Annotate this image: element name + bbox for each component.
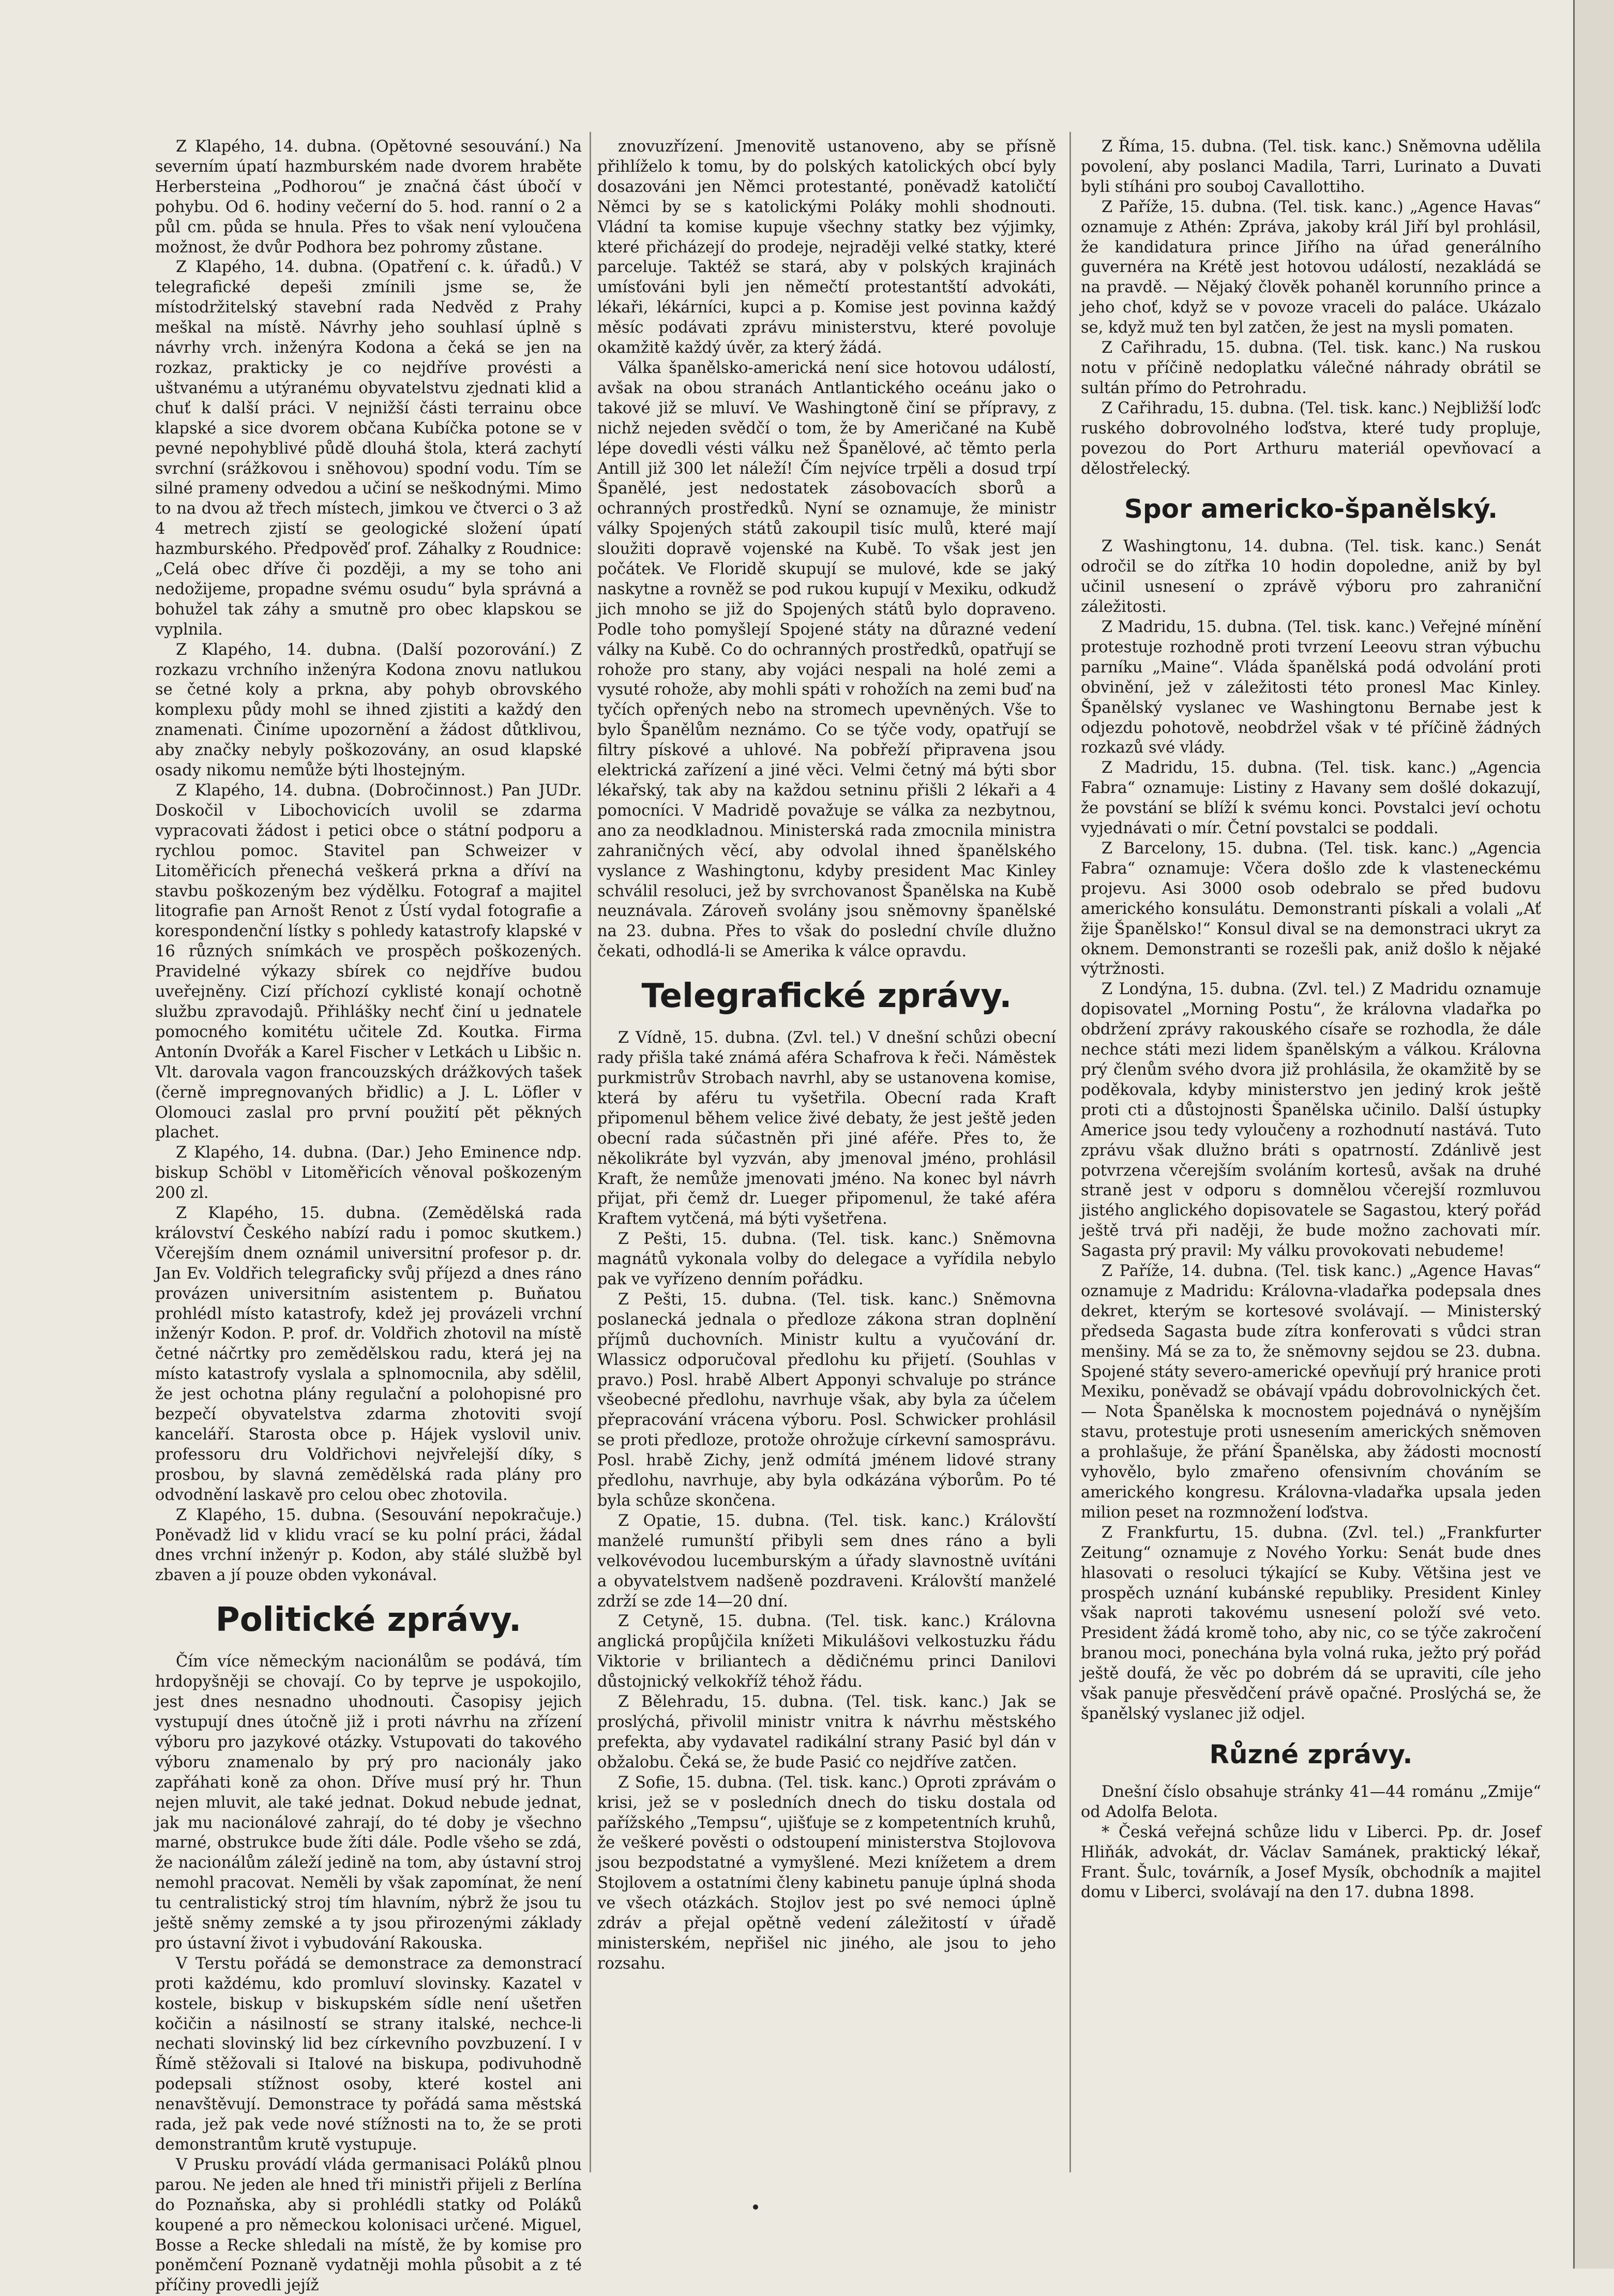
article-paragraph: Z Londýna, 15. dubna. (Zvl. tel.) Z Madridu oznamuje dopisovatel „Morning Postu“, že královna vladařka po obdržení zprávy rakouského císaře se rozhodla, že dále nechce státi mezi lidem španělským a válkou. Královna prý členům svého dvora již prohlásila, že okamžitě by se poděkovala, kdyby ministerstvo jen jediný krok ještě proti cti a důstojnosti Španělska učinilo. Další ústupky Americe jsou tedy vyloučeny a rozhodnutí nastává. Tuto zprávu však dlužno bráti s opatrností. Zdánlivě jest potvrzena včerejším svoláním kortesů, avšak na druhé straně jest v odporu s domnělou včerejší rozmluvou jistého anglického dopisovatele se Sagastou, který pořád ještě trvá při naději, že bude možno zachovati mír. Sagasta prý pravil: My válku provokovati nebudeme!	[1081, 980, 1541, 1260]
section-heading: Různé zprávy.	[1209, 1739, 1413, 1769]
section-heading: Spor americko-španělský.	[1124, 494, 1498, 524]
article-paragraph: Z Barcelony, 15. dubna. (Tel. tisk. kanc.) „Agencia Fabra“ oznamuje: Včera došlo zde k vlasteneckému projevu. Asi 3000 osob odebralo se před budovu amerického konsulátu. Demonstranti pískali a volali „Ať žije Španělsko!“ Konsul dival se na demonstraci ukryt za oknem. Demonstranti se rozešli pak, aniž došlo k nějaké výtržnosti.	[1081, 839, 1541, 979]
article-paragraph: Z Madridu, 15. dubna. (Tel. tisk. kanc.) „Agencia Fabra“ oznamuje: Listiny z Havany sem došlé dokazují, že povstání se blíží k svému konci. Povstalci jeví ochotu vyjednávati o mír. Četní povstalci se poddali.	[1081, 759, 1541, 838]
column-right	[1081, 137, 1541, 2128]
article-paragraph: Z Klapého, 14. dubna. (Opětovné sesouvání.) Na severním úpatí hazmburském nade dvorem hraběte Herbersteina „Podhorou“ je značná část úbočí v pohybu. Od 6. hodiny večerní do 5. hod. ranní o 2 a půl cm. půda se hnula. Přes to však není vyloučena možnost, že dvůr Podhora bez pohromy zůstane.	[155, 138, 582, 257]
article-paragraph: Z Pešti, 15. dubna. (Tel. tisk. kanc.) Sněmovna magnátů vykonala volby do delegace a vyřídila nebylo pak ve vyřízeno denním pořádku.	[597, 1230, 1056, 1289]
article-paragraph: Z Cařihradu, 15. dubna. (Tel. tisk. kanc.) Na ruskou notu v příčině nedoplatku válečné náhrady obrátil se sultán přímo do Petrohradu.	[1081, 339, 1541, 397]
article-paragraph: Z Klapého, 15. dubna. (Sesouvání nepokračuje.) Poněvadž lid v klidu vrací se ku polní práci, žádal dnes vrchní inženýr p. Kodon, aby stálé službě byl zbaven a jí pouze obden vykonával.	[155, 1506, 582, 1585]
article-paragraph: Z Pešti, 15. dubna. (Tel. tisk. kanc.) Sněmovna poslanecká jednala o předloze zákona stran doplnění příjmů duchovních. Ministr kultu a vyučování dr. Wlassicz odporučoval předlohu ku přijetí. (Souhlas v pravo.) Posl. hrabě Albert Apponyi schvaluje po stránce všeobecné předlohu, navrhuje však, aby byla za účelem přepracování vrácena výboru. Posl. Schwicker prohlásil se proti předloze, protože ohrožuje církevní samosprávu. Posl. hrabě Zichy, jenž odmítá jménem lidové strany předlohu, navrhuje, aby byla odkázána výborům. Po té byla schůze skončena.	[597, 1290, 1056, 1510]
article-paragraph: Z Cařihradu, 15. dubna. (Tel. tisk. kanc.) Nejbližší loďc ruského dobrovolného loďstva, které tudy propluje, povezou do Port Arthuru materiál opevňovací a dělostřelecký.	[1081, 399, 1541, 478]
section-heading: Politické zprávy.	[215, 1601, 522, 1640]
article-paragraph: Z Klapého, 14. dubna. (Další pozorování.) Z rozkazu vrchního inženýra Kodona znovu natlukou se četné koly a prkna, aby pohyb obrovského komplexu půdy mohl se ihned zjistiti a každý den znamenati. Činíme upozornění a žádost důtklivou, aby značky nebyly poškozovány, an osud klapské osady nikomu nemůže býti lhostejným.	[155, 640, 582, 780]
article-paragraph: Z Washingtonu, 14. dubna. (Tel. tisk. kanc.) Senát odročil se do zítřka 10 hodin dopoledne, aniž by byl učinil usnesení o zprávě výboru pro zahraniční záležitosti.	[1081, 537, 1541, 617]
article-paragraph: Z Madridu, 15. dubna. (Tel. tisk. kanc.) Veřejné mínění protestuje rozhodně proti tvrzení Leeovu stran výbuchu parníku „Maine“. Vláda španělská podá odvolání proti obvinění, jež v záležitosti této pronesl Mac Kinley. Španělský vyslanec ve Washingtonu Bernabe jest k odjezdu pohotově, neobdržel však v té příčině žádných rozkazů své vlády.	[1081, 618, 1541, 757]
article-paragraph: Čím více německým nacionálům se podává, tím hrdopyšněji se chovají. Co by teprve je uspokojilo, jest dnes nesnadno uhodnouti. Časopisy jejich vystupují dnes útočně již i proti návrhu na zřízení výboru pro jazykové otázky. Vstupovati do takového výboru znamenalo by prý pro nacionály jako zapřáhati koně za ohon. Dříve musí prý hr. Thun nejen mluvit, ale také jednat. Dokud nebude jednat, jak mu nacionálové zahrají, do té doby je všechno marné, obstrukce bude žíti dále. Podle všeho se zdá, že nacionálům záleží jedině na tom, aby ústavní stroj nemohl pracovat. Neměli by však zapomínat, že není tu centralistický stroj tím hlavním, nýbrž že jsou tu ještě sněmy zemské a ty jsou přirozenými základy pro ústavní život i vybudování Rakouska.	[155, 1653, 582, 1953]
column-rule-right	[1069, 132, 1071, 2172]
article-paragraph: Z Frankfurtu, 15. dubna. (Zvl. tel.) „Frankfurter Zeitung“ oznamuje z Nového Yorku: Senát bude dnes hlasovati o resoluci týkající se Kuby. Většina jest ve prospěch uznání kubánské republiky. President Kinley však naproti takovému usnesení položí své veto. President žádá kromě toho, aby nic, co se týče zakročení branou moci, ponechána byla volná ruka, ježto prý pořád ještě doufá, že věc po dobrém dá se upraviti, cíle jeho však panuje přesvědčení právě opačné. Proslýchá se, že španělský vyslanec již odjel.	[1081, 1523, 1541, 1723]
article-paragraph: Z Vídně, 15. dubna. (Zvl. tel.) V dnešní schůzi obecní rady přišla také známá aféra Schafrova k řeči. Náměstek purkmistrův Strobach navrhl, aby se ustanovena komise, která by aféru tu vyšetřila. Obecní rada Kraft připomenul během velice živé debaty, že jest ještě jeden obecní rada súčastněn při jiné aféře. Přes to, že několikráte byl vyzván, aby jmenoval jméno, prohlásil Kraft, že nemůže jmenovati jméno. Na konec byl návrh přijat, při čemž dr. Lueger připomenul, že také aféra Kraftem vytčená, má býti vyšetřena.	[597, 1029, 1056, 1228]
article-paragraph: Z Cetyně, 15. dubna. (Tel. tisk. kanc.) Královna anglická propůjčila knížeti Mikulášovi velkostuzku řádu Viktorie v briliantech a dědičnému princi Danilovi důstojnický velkokříž téhož řádu.	[597, 1612, 1056, 1691]
article-paragraph: Z Klapého, 14. dubna. (Dar.) Jeho Eminence ndp. biskup Schöbl v Litoměřicích věnoval poškozeným 200 zl.	[155, 1144, 582, 1203]
article-paragraph: Válka španělsko-americká není sice hotovou událostí, avšak na obou stranách Antlantického oceánu jako o takové již se mluví. Ve Washingtoně činí se přípravy, z nichž nejeden svědčí o tom, že by Američané na Kubě lépe dovedli vésti válku než Španělové, ač těmto perla Antill již 300 let náleží! Čím nejvíce trpěli a dosud trpí Španělé, jest nedostatek zásobovacích sborů a ochranných prostředků. Nyní se oznamuje, že ministr války Spojených států zakoupil tisíc mulů, které mají sloužiti dopravě vojenské na Kubě. To však jest jen počátek. Ve Floridě skupují se mulové, kde se jaký naskytne a rovněž se pod rukou kupují v Mexiku, odkudž jich mnoho se již do Spojených států bylo dopraveno. Podle toho pomyšlejí Spojené státy na důrazné vedení války na Kubě. Co do ochranných prostředků, opatřují se rohože pro stany, aby vojáci nespali na holé zemi a vysuté rohože, aby mohli spáti v rohožích na zemi buď na tyčích opřených nebo na stromech upevněných. Vše to bylo Španělům neznámo. Co se týče vody, opatřují se filtry pískové a uhlové. Na pobřeží připravena jsou elektrická zařízení a jiné věci. Velmi četný má býti sbor lékařský, tak aby na každou setninu přišli 2 lékaři a 4 pomocníci. V Madridě považuje se válka za nezbytnou, ano za neodkladnou. Ministerská rada zmocnila ministra zahraničných věcí, aby odvolal ihned španělského vyslance z Washingtonu, kdyby president Mac Kinley schválil resoluci, jež by svrchovanost Španělska na Kubě neuznávala. Zároveň svolány jsou sněmovny španělské na 23. dubna. Přes to však do poslední chvíle dlužno čekati, odhodlá-li se Amerika k válce opravdu.	[597, 358, 1056, 961]
article-paragraph: Z Opatie, 15. dubna. (Tel. tisk. kanc.) Královští manželé rumunští přibyli sem dnes ráno a byli velkovévodou lucemburským a úřady slavnostně uvítáni a obyvatelstvem nadšeně pozdraveni. Královští manželé zdrží se zde 14—20 dní.	[597, 1511, 1056, 1611]
column-middle	[597, 137, 1056, 2201]
article-paragraph: Z Klapého, 14. dubna. (Dobročinnost.) Pan JUDr. Doskočil v Libochovicích uvolil se zdarma vypracovati žádost i petici obce o státní podporu a rychlou pomoc. Stavitel pan Schweizer v Litoměřicích přenechá veškerá prkna a dříví na stavbu poškozeným bez výdělku. Fotograf a majitel litografie pan Arnošt Renot z Ústí vydal fotografie a korespondenční lístky s pohledy katastrofy klapské v 16 různých snímkách ve prospěch poškozených. Pravidelné výkazy sbírek co nejdříve budou uveřejněny. Cizí příchozí cyklisté konají ochotně službu zpravodajů. Přihlášky nechť činí u jednatele pomocného komitétu učitele Zd. Koutka. Firma Antonín Dvořák a Karel Fischer v Letkách u Libšic n. Vlt. darovala vagon francouzských drážkových tašek (černě impregnovaných břidlic) a J. L. Löfler v Olomouci zaslal pro první použití pět pěkných plachet.	[155, 782, 582, 1142]
article-paragraph: Z Paříže, 15. dubna. (Tel. tisk. kanc.) „Agence Havas“ oznamuje z Athén: Zpráva, jakoby král Jiří byl prohlásil, že kandidatura prince Jiřího na úřad generálního guvernéra na Krétě jest hotovou událostí, nezakládá se na pravdě. — Nějaký člověk pohaněl korunního prince a jeho choť, když se v povoze vraceli do paláce. Ukázalo se, když muž ten byl zatčen, že jest na mysli pomaten.	[1081, 198, 1541, 337]
page-bottom-mark	[753, 2204, 758, 2210]
page-edge-shadow	[1573, 0, 1614, 2269]
column-left	[155, 137, 582, 2295]
article-paragraph: Z Sofie, 15. dubna. (Tel. tisk. kanc.) Oproti zprávám o krisi, jež se v posledních dnech do tisku dostala od pařížského „Tempsu“, ujišťuje se z kompetentních kruhů, že veškeré pověsti o odstoupení ministerstva Stojlovova jsou bezpodstatné a vymyšlené. Mezi knížetem a drem Stojlovem a ostatními členy kabinetu panuje úplná shoda ve všech otázkách. Stojlov jest po své nemoci úplně zdráv a přejal opětně vedení záležitostí v úřadě ministerském, nepřišel nic jiného, ale jsou to jeho rozsahu.	[597, 1773, 1056, 1973]
article-paragraph: Z Říma, 15. dubna. (Tel. tisk. kanc.) Sněmovna udělila povolení, aby poslanci Madila, Tarri, Lurinato a Duvati byli stíháni pro souboj Cavallottiho.	[1081, 138, 1541, 196]
article-paragraph: V Terstu pořádá se demonstrace za demonstrací proti každému, kdo promluví slovinsky. Kazatel v kostele, biskup v biskupském sídle není ušetřen kočičin a násilností se strany italské, nechce-li nechati slovinský lid bez církevního povzbuzení. I v Římě stěžovali si Italové na biskupa, podivuhodně podepsali stížnost osoby, které kostel ani nenavštěvují. Demonstrace ty pořádá sama městská rada, jež pak vede nové stížnosti na to, že se proti demonstrantům krutě vystupuje.	[155, 1954, 582, 2154]
article-paragraph: Z Paříže, 14. dubna. (Tel. tisk kanc.) „Agence Havas“ oznamuje z Madridu: Královna-vladařka podepsala dnes dekret, kterým se kortesové svolávají. — Ministerský předseda Sagasta bude zítra konferovati s vůdci stran menšiny. Má se za to, že sněmovny sejdou se 23. dubna. Spojené státy severo-americké opevňují prý hranice proti Mexiku, poněvadž se obávají vpádu dobrovolnických čet. — Nota Španělska k mocnostem pojednává o nynějším stavu, protestuje proti usnesením amerických sněmoven a prohlašuje, že přání Španělska, aby žádosti mocností vyhovělo, bylo zmařeno ofensivním chováním se amerického kongresu. Královna-vladařka upsala jeden milion peset na rozmnožení loďstva.	[1081, 1262, 1541, 1522]
article-paragraph: Z Klapého, 15. dubna. (Zemědělská rada království Českého nabízí radu i pomoc skutkem.) Včerejším dnem oznámil universitní profesor p. dr. Jan Ev. Voldřich telegraficky svůj příjezd a dnes ráno provázen universitním asistentem p. Buňatou prohlédl místo katastrofy, kdež jej provázeli vrchní inženýr Kodon. P. prof. dr. Voldřich zhotovil na místě četné náčrtky pro zemědělskou radu, která jej na místo katastrofy vyslala a splnomocnila, aby sdělil, že jest ochotna plány regulační a polohopisné pro bezpečí obyvatelstva zdarma zhotoviti svojí kanceláří. Starosta obce p. Hájek vyslovil univ. professoru dru Voldřichovi nejvřelejší díky, s prosbou, by slavná zemědělská rada plány pro odvodnění laskavě pro celou obec zhotovila.	[155, 1204, 582, 1504]
article-paragraph: * Česká veřejná schůze lidu v Liberci. Pp. dr. Josef Hliňák, advokát, dr. Václav Samánek, praktický lékař, Frant. Šulc, továrník, a Josef Mysík, obchodník a majitel domu v Liberci, svolávají na den 17. dubna 1898.	[1081, 1823, 1541, 1902]
article-paragraph: V Prusku provádí vláda germanisaci Poláků plnou parou. Ne jeden ale hned tři ministři přijeli z Berlína do Poznaňska, aby si prohlédli statky od Poláků koupené a pro německou kolonisaci určené. Miguel, Bosse a Recke shledali na místě, že by komise pro poněmčení Poznaně vydatněji mohla působit a z té příčiny provedli jejíž	[155, 2155, 582, 2295]
article-paragraph: znovuzřízení. Jmenovitě ustanoveno, aby se přísně přihlíželo k tomu, by do polských katolických obcí byly dosazováni jen Němci protestanté, poněvadž katoličtí Němci by se s katolickými Poláky mohli shodnouti. Vládní ta komise kupuje všechny statky bez výjimky, které přicházejí do prodeje, nejraději velké statky, které parceluje. Taktéž se stará, aby v polských krajinách umísťováni byli jen němečtí protestantští advokáti, lékaři, lékárníci, kupci a p. Komise jest povinna každý měsíc podávati zprávu ministerstvu, které povoluje okamžitě každý úvěr, za který žádá.	[597, 138, 1056, 357]
article-paragraph: Dnešní číslo obsahuje stránky 41—44 románu „Zmije“ od Adolfa Belota.	[1081, 1782, 1541, 1821]
article-paragraph: Z Klapého, 14. dubna. (Opatření c. k. úřadů.) V telegrafické depeši zmínili jsme se, že místodržitelský stavební rada Nedvěd z Prahy meškal na místě. Návrhy jeho souhlasí úplně s návrhy vrch. inženýra Kodona a čeká se jen na rozkaz, prakticky je co nejdříve provésti a uštvanému a utýranému obyvatelstvu zjednati klid a chuť k další práci. V nejnižší části terrainu obce klapské a sice dvorem občana Kubíčka potone se v pevné nepohyblivé půdě dlouhá štola, která zachytí svrchní (srážkovou i sněhovou) spodní vodu. Tím se silné prameny odvedou a učiní se neškodnými. Mimo to na dvou až třech místech, jimkou ve čtverci o 3 až 4 metrech zjistí se geologické složení úpatí hazmburského. Předpověď prof. Záhalky z Roudnice: „Celá obec dříve či později, a my se toho ani nedožijeme, propadne svému osudu“ byla správná a bohužel tak záhy a smutně pro obec klapskou se vyplnila.	[155, 258, 582, 639]
article-paragraph: Z Bělehradu, 15. dubna. (Tel. tisk. kanc.) Jak se proslýchá, přivolil ministr vnitra k návrhu městského prefekta, aby vydavatel radikální strany Pasić byl dán v obžalobu. Čeká se, že bude Pasić co nejdříve zatčen.	[597, 1693, 1056, 1772]
column-rule-left	[590, 132, 591, 2172]
section-heading: Telegrafické zprávy.	[641, 977, 1012, 1016]
